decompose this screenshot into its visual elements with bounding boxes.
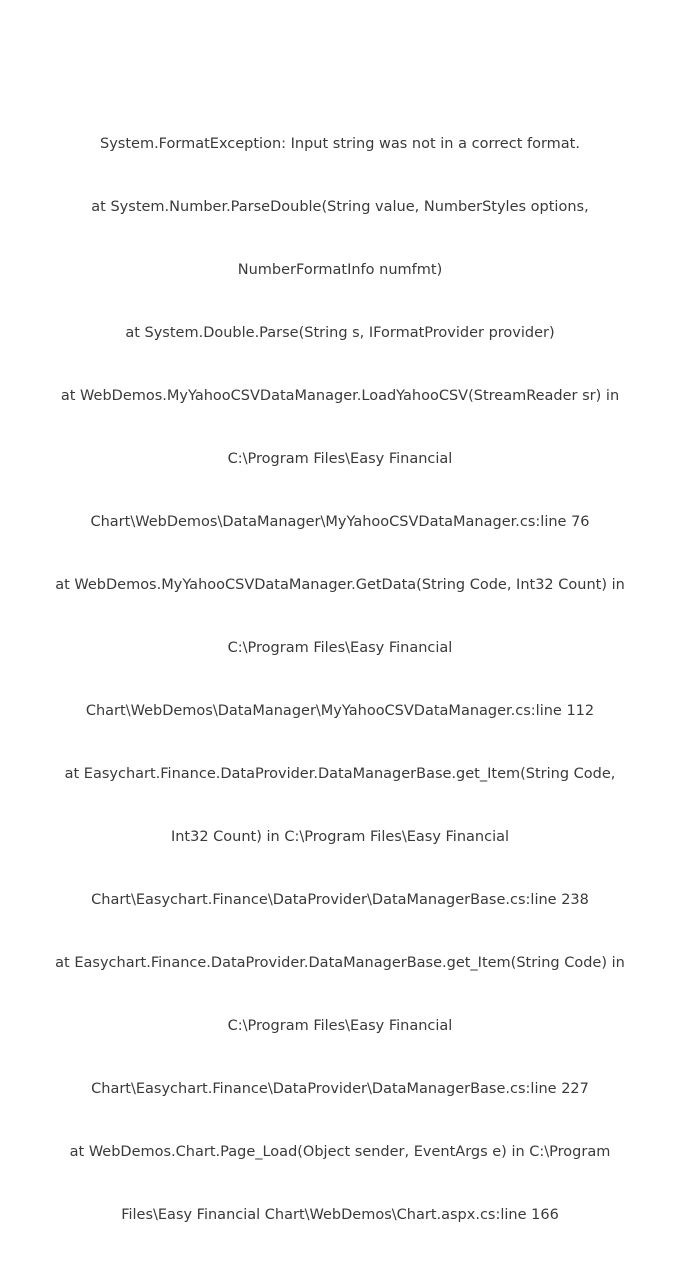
- stack-trace-line: C:\Program Files\Easy Financial: [227, 1018, 453, 1034]
- stack-trace-line: Chart\WebDemos\DataManager\MyYahooCSVDataManager.cs:line 76: [90, 514, 590, 530]
- stack-trace-line: at WebDemos.MyYahooCSVDataManager.GetData(String Code, Int32 Count) in: [55, 577, 625, 593]
- stack-trace-line: C:\Program Files\Easy Financial: [227, 640, 453, 656]
- stack-trace-line: at Easychart.Finance.DataProvider.DataManagerBase.get_Item(String Code) in: [55, 955, 625, 971]
- stack-trace-line: System.FormatException: Input string was not in a correct format.: [100, 136, 580, 152]
- stack-trace-line: at Easychart.Finance.DataProvider.DataManagerBase.get_Item(String Code,: [64, 766, 616, 782]
- stack-trace-line: NumberFormatInfo numfmt): [237, 262, 443, 278]
- stack-trace-line: C:\Program Files\Easy Financial: [227, 451, 453, 467]
- stack-trace-line: at System.Double.Parse(String s, IFormatProvider provider): [125, 325, 555, 341]
- stack-trace-line: Files\Easy Financial Chart\WebDemos\Chart.aspx.cs:line 166: [121, 1207, 559, 1223]
- stack-trace-line: Chart\Easychart.Finance\DataProvider\DataManagerBase.cs:line 227: [91, 1081, 589, 1097]
- stack-trace-line: Chart\Easychart.Finance\DataProvider\DataManagerBase.cs:line 238: [91, 892, 589, 908]
- exception-stack-trace: [0, 92, 680, 1268]
- stack-trace-line: at WebDemos.MyYahooCSVDataManager.LoadYahooCSV(StreamReader sr) in: [60, 388, 620, 404]
- stack-trace-line: Int32 Count) in C:\Program Files\Easy Financial: [170, 829, 510, 845]
- stack-trace-line: at System.Number.ParseDouble(String value, NumberStyles options,: [91, 199, 589, 215]
- stack-trace-line: Chart\WebDemos\DataManager\MyYahooCSVDataManager.cs:line 112: [85, 703, 595, 719]
- stack-trace-line: at WebDemos.Chart.Page_Load(Object sender, EventArgs e) in C:\Program: [69, 1144, 611, 1160]
